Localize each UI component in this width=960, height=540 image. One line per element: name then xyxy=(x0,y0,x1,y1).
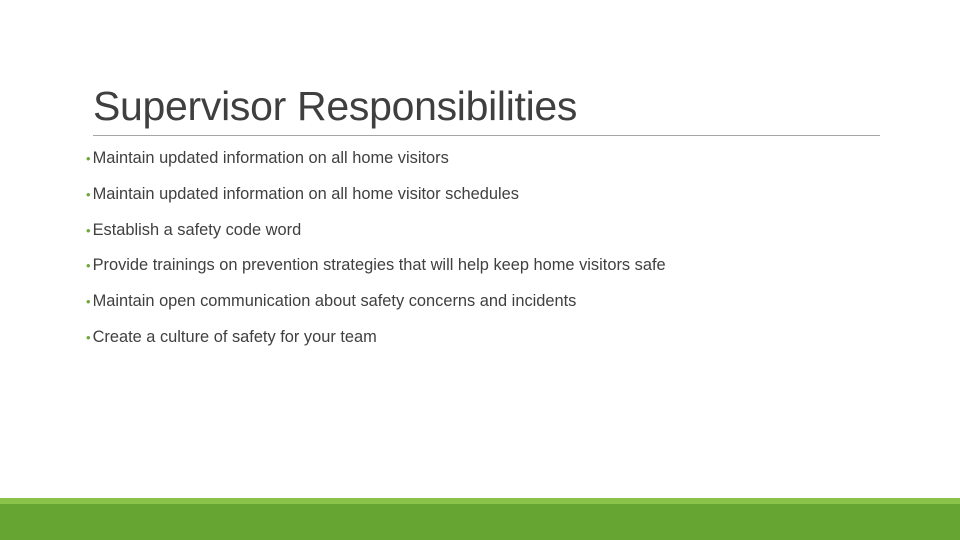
bullet-text: Establish a safety code word xyxy=(92,220,302,239)
bullet-text: Maintain updated information on all home visitor schedules xyxy=(92,184,519,203)
bullet-item xyxy=(86,185,666,221)
bullet-icon: • xyxy=(86,222,91,238)
bullet-text: Maintain open communication about safety concerns and incidents xyxy=(92,292,577,311)
bullet-icon: • xyxy=(86,186,91,202)
bullet-text: Maintain updated information on all home visitors xyxy=(92,149,449,167)
bullet-item xyxy=(86,256,666,292)
bullet-text: Provide trainings on prevention strategies that will help keep home visitors safe xyxy=(92,256,666,275)
slide-title: Supervisor Responsibilities xyxy=(93,83,578,129)
bullet-icon: • xyxy=(86,151,91,166)
bullet-item xyxy=(86,149,666,185)
bullet-text: Create a culture of safety for your team xyxy=(92,327,377,346)
bullet-icon: • xyxy=(86,329,91,345)
bullet-list xyxy=(86,149,666,364)
bullet-item xyxy=(86,221,666,257)
bullet-item xyxy=(86,328,666,364)
bullet-icon: • xyxy=(86,294,91,310)
bullet-icon: • xyxy=(86,258,91,274)
title-divider xyxy=(93,135,880,136)
bullet-item xyxy=(86,292,666,328)
footer-accent-band-dark xyxy=(0,504,960,540)
